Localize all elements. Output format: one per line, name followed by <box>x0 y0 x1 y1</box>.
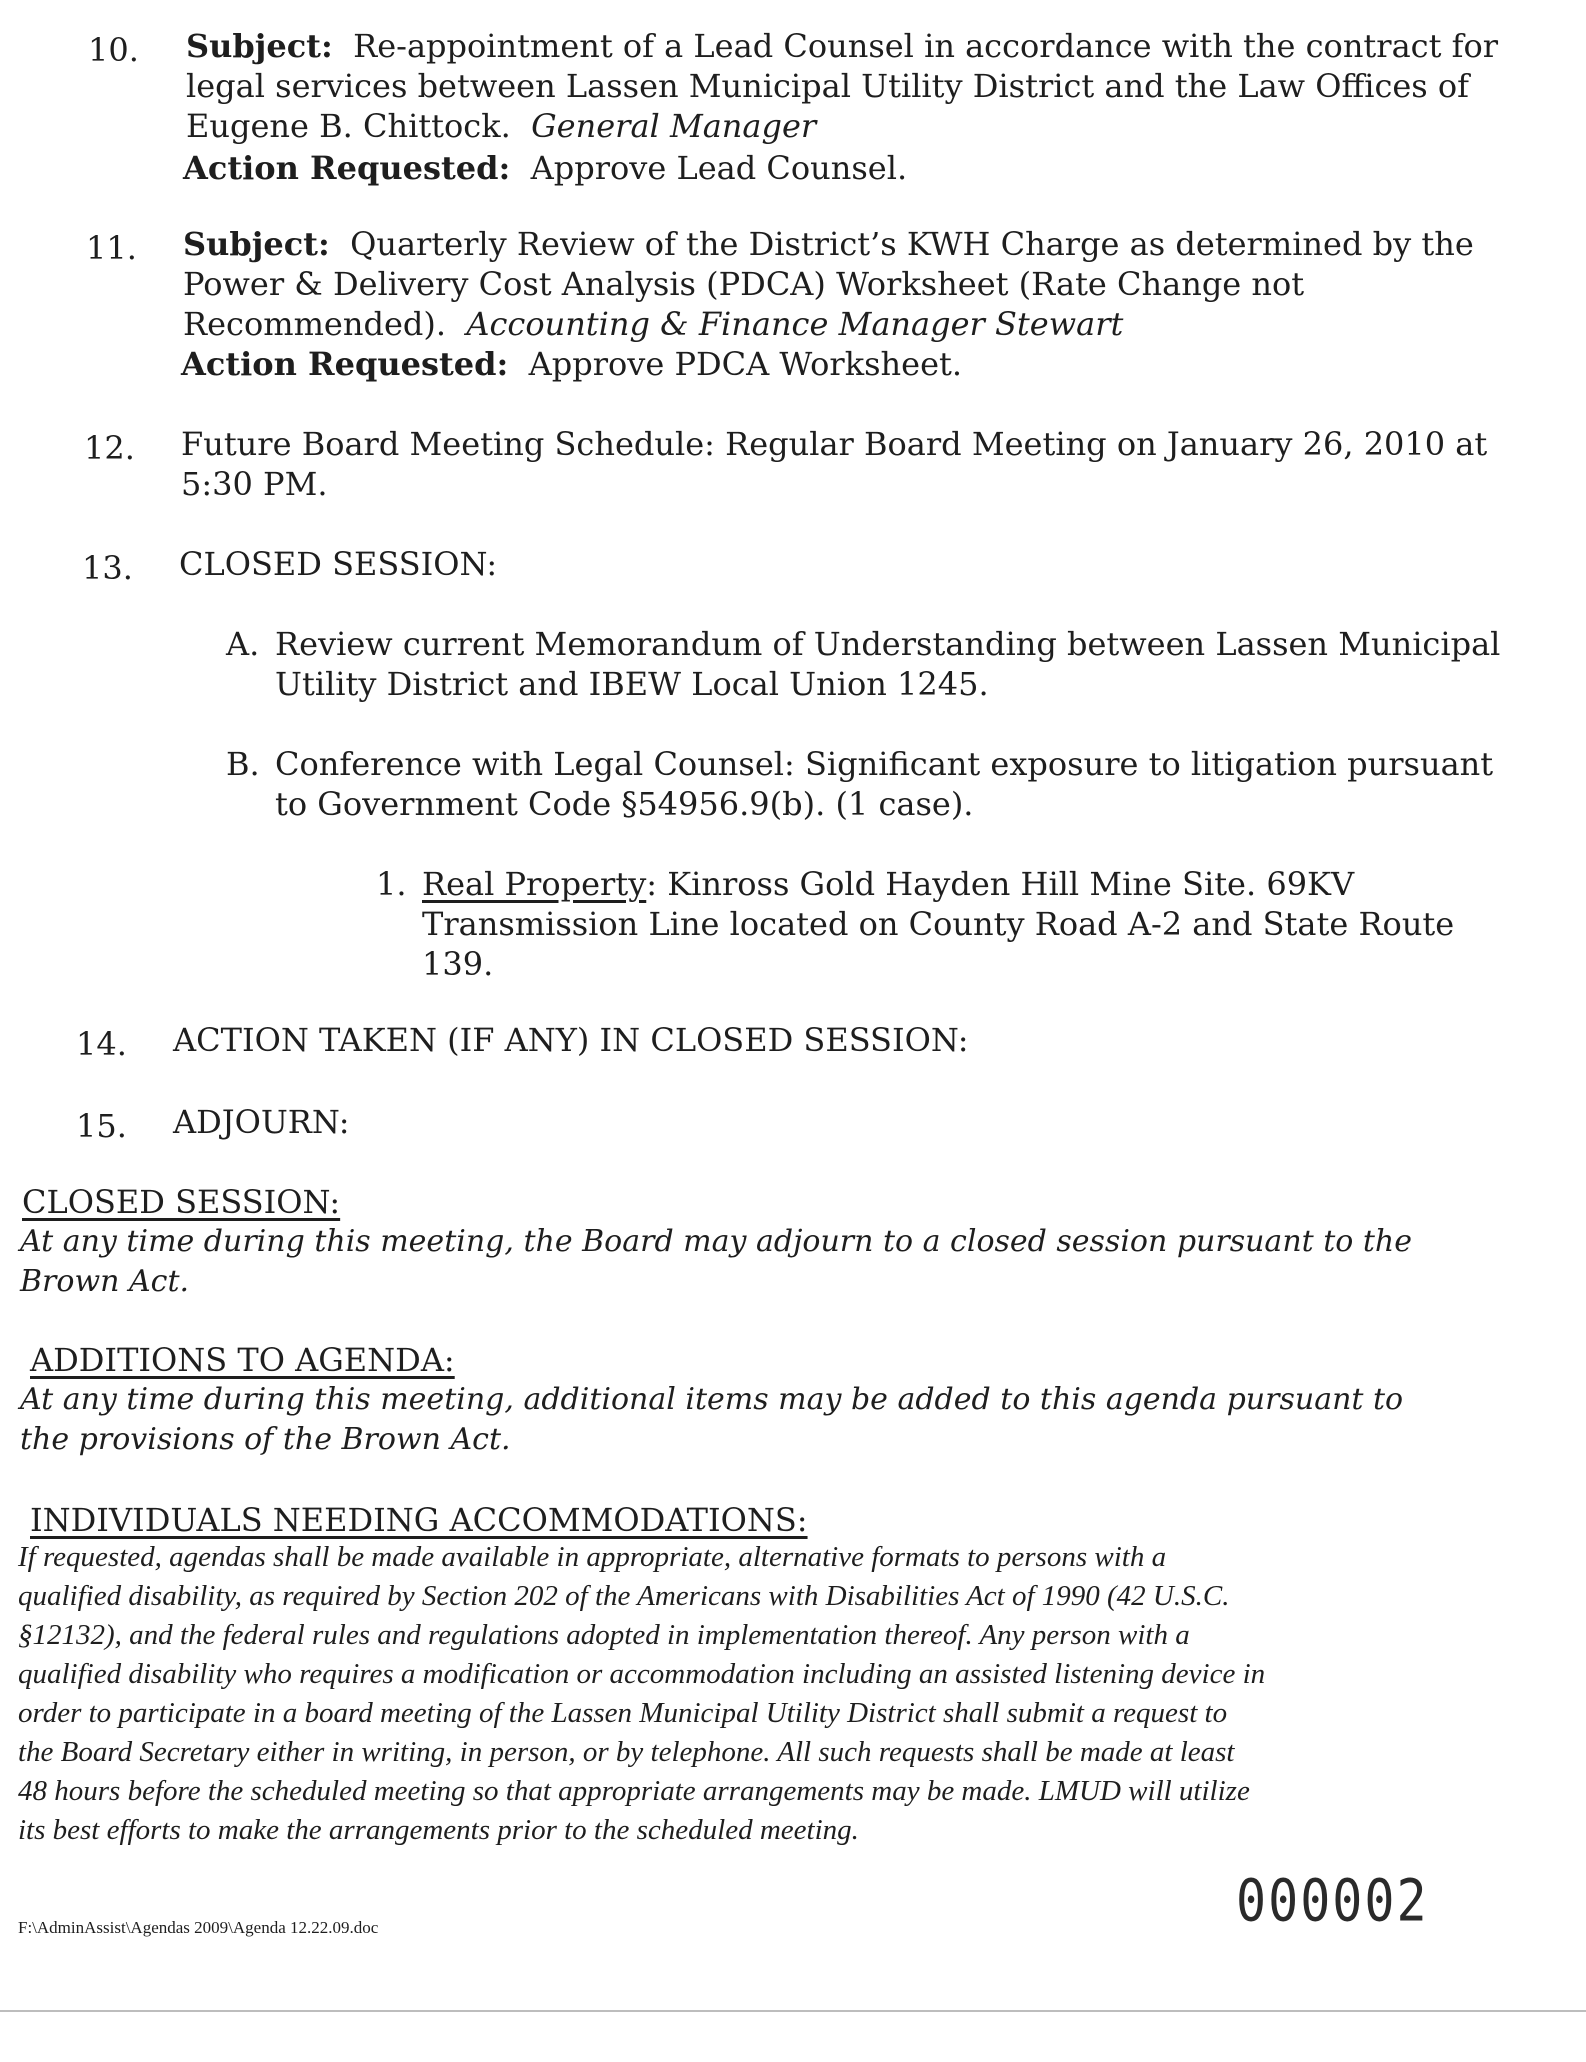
accommodations-line-6: the Board Secretary either in writing, in person, or by telephone. All such requests shall be made at least <box>18 1736 1235 1768</box>
item-15-text: ADJOURN: <box>173 1103 350 1141</box>
item-12-line-1: Future Board Meeting Schedule: Regular Board Meeting on January 26, 2010 at <box>181 425 1488 463</box>
presenter: General Manager <box>531 107 817 145</box>
accommodations-line-1: If requested, agendas shall be made available in appropriate, alternative formats to persons with a <box>18 1541 1167 1573</box>
action-label: Action Requested: <box>181 345 509 383</box>
accommodations-line-7: 48 hours before the scheduled meeting so that appropriate arrangements may be made. LMUD will utilize <box>18 1775 1250 1807</box>
item-number: 11. <box>86 229 137 267</box>
item-10-action <box>183 148 907 188</box>
subsubitem-line-3: 139. <box>422 945 494 983</box>
subject-text: Eugene B. Chittock. <box>186 107 511 145</box>
item-11-action <box>181 344 962 384</box>
additions-line-1: At any time during this meeting, additional items may be added to this agenda pursuant to <box>20 1382 1404 1417</box>
subject-label: Subject: <box>183 225 330 263</box>
file-path: F:\AdminAssist\Agendas 2009\Agenda 12.22.09.doc <box>18 1918 379 1937</box>
item-13-heading: CLOSED SESSION: <box>179 545 498 583</box>
subitem-a-line-2: Utility District and IBEW Local Union 1245. <box>275 665 989 703</box>
item-11-line-3 <box>183 304 1123 344</box>
closed-session-heading: CLOSED SESSION: <box>22 1183 341 1221</box>
item-10-line-3 <box>186 106 816 146</box>
item-number: 10. <box>88 31 139 69</box>
item-10-line-1 <box>186 26 1498 66</box>
subject-text: Quarterly Review of the District’s KWH Charge as determined by the <box>350 225 1474 263</box>
subsubitem-number: 1. <box>376 865 407 903</box>
item-12-line-2: 5:30 PM. <box>181 465 328 503</box>
item-number: 14. <box>76 1025 127 1063</box>
item-10-line-2: legal services between Lassen Municipal Utility District and the Law Offices of <box>186 67 1469 105</box>
additions-heading: ADDITIONS TO AGENDA: <box>30 1341 455 1379</box>
closed-session-line-2: Brown Act. <box>20 1264 190 1299</box>
presenter: Accounting & Finance Manager Stewart <box>466 305 1124 343</box>
subsubitem-line-2: Transmission Line located on County Road A-2 and State Route <box>422 905 1455 943</box>
subject-label: Subject: <box>186 27 333 65</box>
subject-text: Re-appointment of a Lead Counsel in accordance with the contract for <box>353 27 1499 65</box>
action-text: Approve PDCA Worksheet. <box>528 345 963 383</box>
item-14-text: ACTION TAKEN (IF ANY) IN CLOSED SESSION: <box>173 1021 969 1059</box>
subitem-letter: B. <box>226 745 260 783</box>
subitem-a-line-1: Review current Memorandum of Understanding between Lassen Municipal <box>275 625 1501 663</box>
page-number-stamp: 000002 <box>1236 1867 1429 1935</box>
accommodations-line-5: order to participate in a board meeting of the Lassen Municipal Utility District shall submit a request to <box>18 1697 1228 1729</box>
accommodations-line-2: qualified disability, as required by Section 202 of the Americans with Disabilities Act of 1990 (42 U.S.C. <box>18 1580 1230 1612</box>
action-text: Approve Lead Counsel. <box>530 149 908 187</box>
subitem-b-line-2: to Government Code §54956.9(b). (1 case). <box>275 785 974 823</box>
additions-line-2: the provisions of the Brown Act. <box>20 1422 511 1457</box>
action-label: Action Requested: <box>183 149 511 187</box>
subitem-letter: A. <box>226 625 260 663</box>
scan-edge-line <box>0 2010 1586 2012</box>
real-property-label: Real Property <box>422 865 647 903</box>
accommodations-heading: INDIVIDUALS NEEDING ACCOMMODATIONS: <box>30 1501 808 1539</box>
item-11-line-2: Power & Delivery Cost Analysis (PDCA) Worksheet (Rate Change not <box>183 265 1305 303</box>
item-11-line-1 <box>183 224 1474 264</box>
accommodations-line-8: its best efforts to make the arrangements prior to the scheduled meeting. <box>18 1814 859 1846</box>
subitem-b-line-1: Conference with Legal Counsel: Significant exposure to litigation pursuant <box>275 745 1494 783</box>
item-number: 15. <box>76 1107 127 1145</box>
closed-session-line-1: At any time during this meeting, the Board may adjourn to a closed session pursuant to the <box>20 1224 1413 1259</box>
item-number: 12. <box>84 429 135 467</box>
subject-text: Recommended). <box>183 305 447 343</box>
accommodations-line-4: qualified disability who requires a modification or accommodation including an assisted listening device in <box>18 1658 1266 1690</box>
item-number: 13. <box>82 549 133 587</box>
accommodations-line-3: §12132), and the federal rules and regulations adopted in implementation thereof. Any person with a <box>18 1619 1190 1651</box>
subsubitem-text: : Kinross Gold Hayden Hill Mine Site. 69KV <box>646 865 1355 903</box>
subsubitem-line-1 <box>422 864 1354 904</box>
